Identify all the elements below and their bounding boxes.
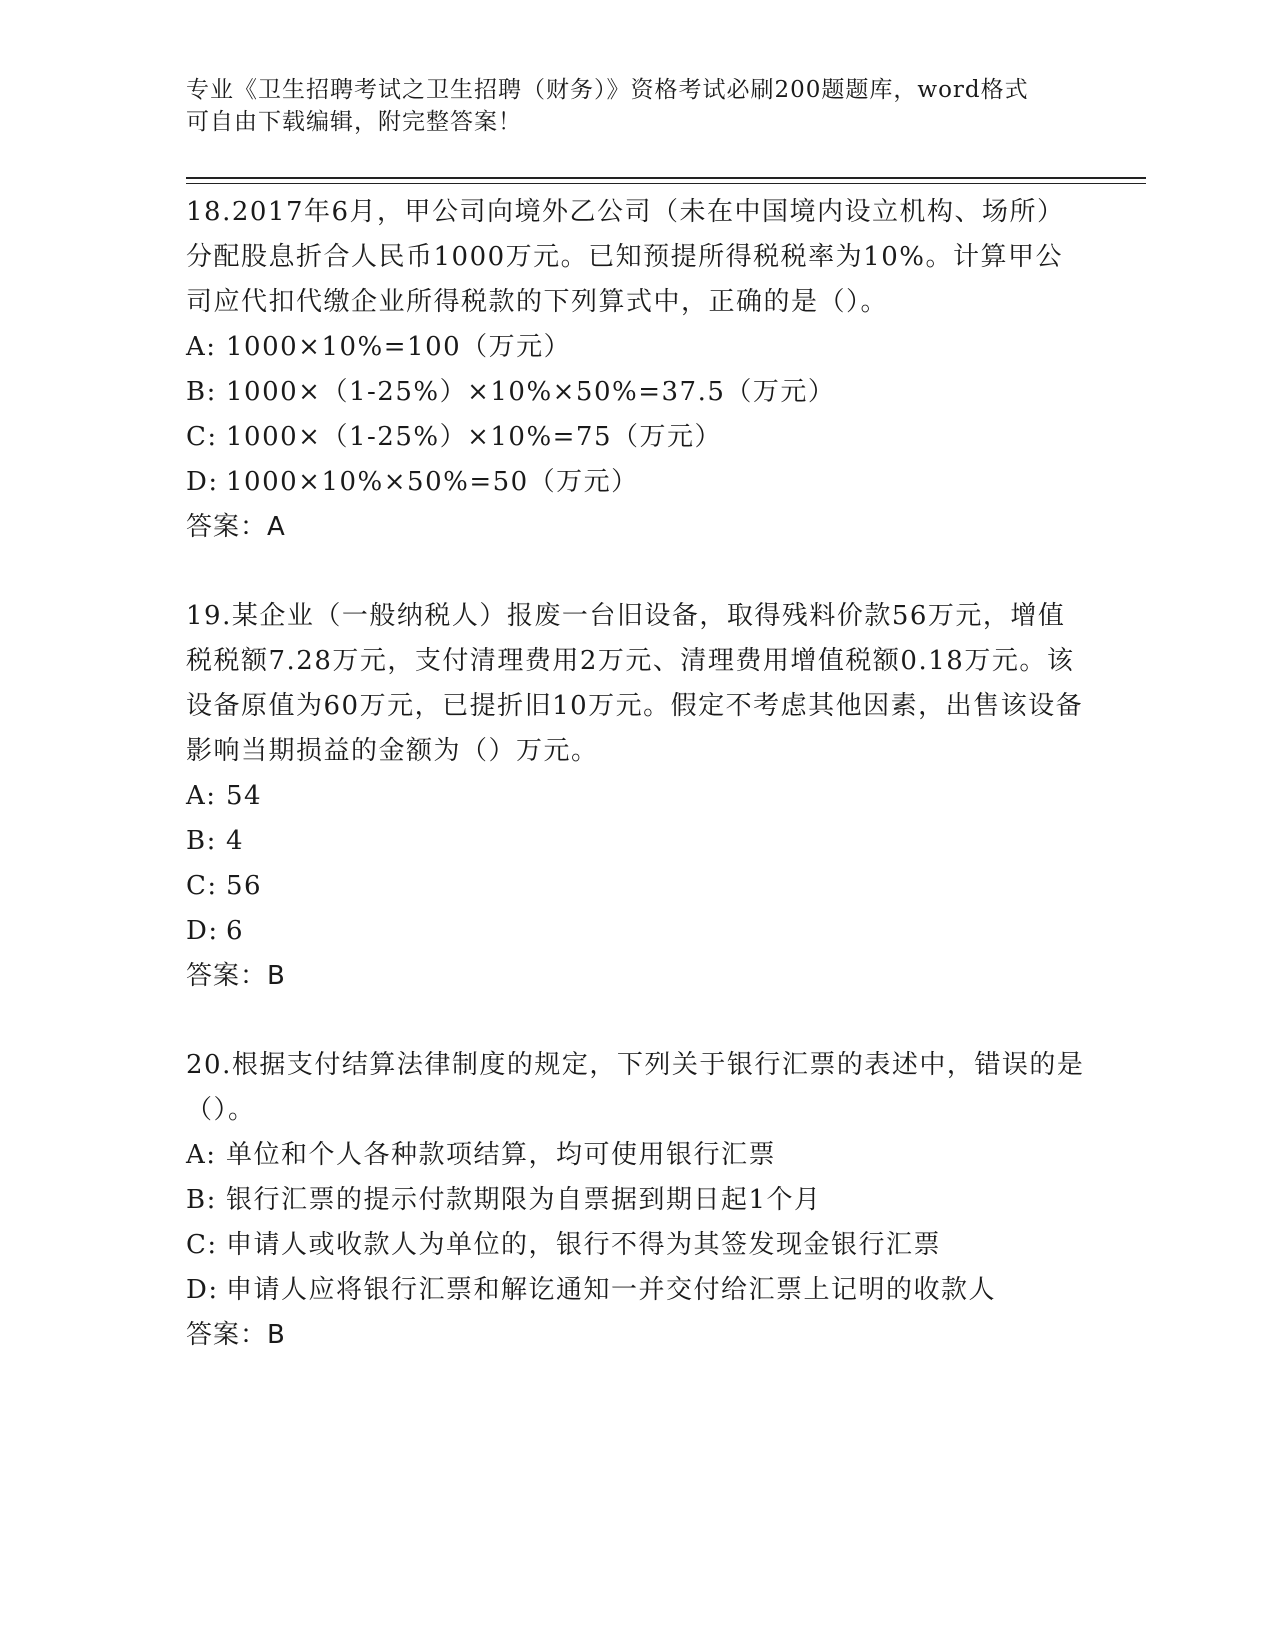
question-19: [186, 594, 1086, 999]
header-divider-thin: [186, 183, 1146, 184]
option-c: [186, 1223, 1086, 1268]
option-text: 4: [226, 826, 245, 856]
option-key: C:: [186, 422, 218, 452]
answer-label: 答案：B: [186, 961, 286, 991]
header-line-1: 专业《卫生招聘考试之卫生招聘（财务）》资格考试必刷200题题库，word格式: [186, 77, 1029, 103]
answer-label: 答案：A: [186, 512, 286, 542]
question-stem: 20.根据支付结算法律制度的规定，下列关于银行汇票的表述中，错误的是（）。: [186, 1050, 1085, 1125]
option-text: 1000×（1-25%）×10%×50%=37.5（万元）: [226, 377, 836, 407]
document-header: [186, 74, 1066, 138]
answer-label: 答案：B: [186, 1320, 286, 1350]
option-list: [186, 1133, 1086, 1313]
option-d: [186, 909, 1086, 954]
header-line-2: 可自由下载编辑，附完整答案！: [186, 109, 522, 135]
option-text: 6: [226, 916, 245, 946]
option-list: [186, 774, 1086, 954]
option-list: [186, 325, 1086, 505]
option-text: 56: [226, 871, 263, 901]
option-text: 1000×（1-25%）×10%=75（万元）: [226, 422, 723, 452]
option-a: [186, 325, 1086, 370]
option-key: A:: [186, 781, 217, 811]
option-key: D:: [186, 1275, 219, 1305]
option-d: [186, 1268, 1086, 1313]
option-key: C:: [186, 871, 218, 901]
option-key: B:: [186, 1185, 217, 1215]
option-text: 1000×10%×50%=50（万元）: [226, 467, 639, 497]
option-a: [186, 774, 1086, 819]
option-text: 1000×10%=100（万元）: [226, 332, 572, 362]
option-b: [186, 819, 1086, 864]
option-text: 申请人或收款人为单位的，银行不得为其签发现金银行汇票: [226, 1230, 942, 1260]
option-key: B:: [186, 826, 217, 856]
question-list: [186, 190, 1086, 1402]
option-c: [186, 415, 1086, 460]
option-key: D:: [186, 467, 219, 497]
question-stem: 18.2017年6月，甲公司向境外乙公司（未在中国境内设立机构、场所）分配股息折合人民币1000万元。已知预提所得税税率为10%。计算甲公司应代扣代缴企业所得税款的下列算式中，正确的是（）。: [186, 197, 1065, 317]
option-text: 银行汇票的提示付款期限为自票据到期日起1个月: [226, 1185, 822, 1215]
option-text: 单位和个人各种款项结算，均可使用银行汇票: [226, 1140, 777, 1170]
question-20: [186, 1043, 1086, 1358]
option-key: B:: [186, 377, 217, 407]
option-text: 申请人应将银行汇票和解讫通知一并交付给汇票上记明的收款人: [226, 1275, 997, 1305]
option-c: [186, 864, 1086, 909]
question-18: [186, 190, 1086, 550]
header-divider-thick: [186, 177, 1146, 179]
option-text: 54: [226, 781, 263, 811]
option-b: [186, 1178, 1086, 1223]
option-key: D:: [186, 916, 219, 946]
option-key: C:: [186, 1230, 218, 1260]
option-a: [186, 1133, 1086, 1178]
option-key: A:: [186, 1140, 217, 1170]
question-stem: 19.某企业（一般纳税人）报废一台旧设备，取得残料价款56万元，增值税税额7.28万元，支付清理费用2万元、清理费用增值税额0.18万元。该设备原值为60万元，已提折旧10万元。假定不考虑其他因素，出售该设备影响当期损益的金额为（）万元。: [186, 601, 1084, 766]
option-key: A:: [186, 332, 217, 362]
option-b: [186, 370, 1086, 415]
option-d: [186, 460, 1086, 505]
